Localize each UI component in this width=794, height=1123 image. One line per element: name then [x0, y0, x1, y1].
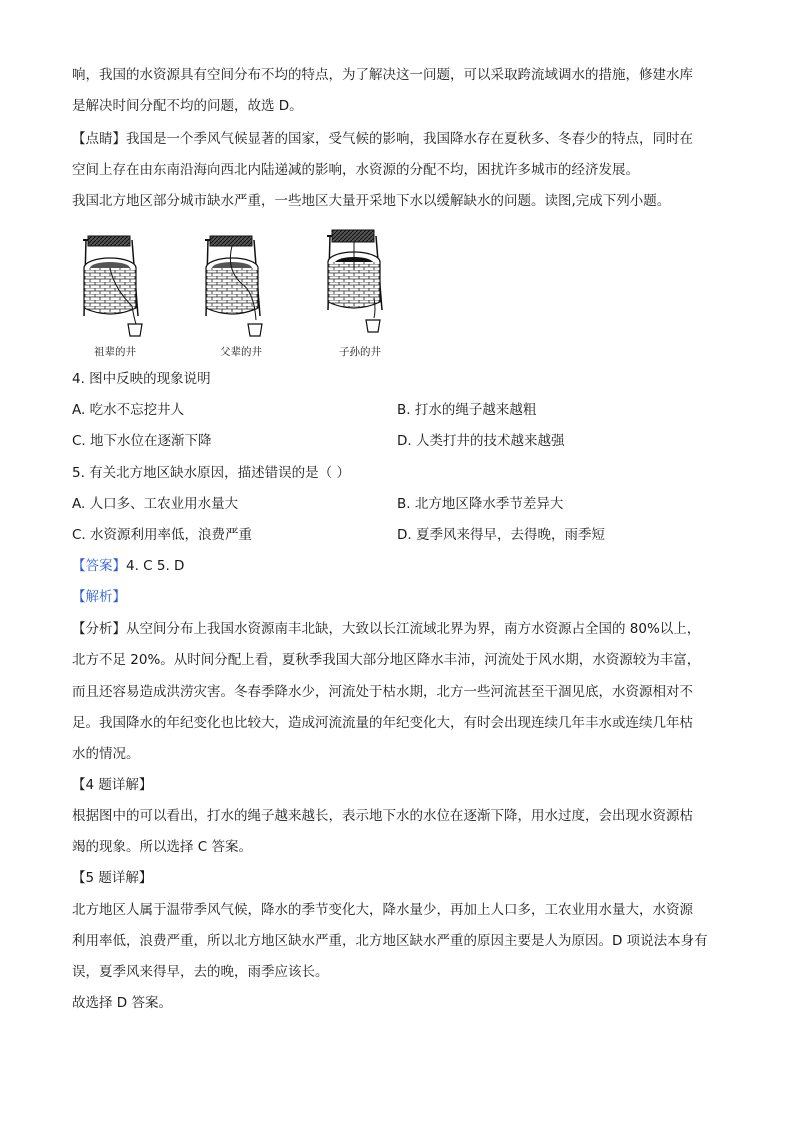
fenxi-line-2: 北方不足 20%。从时间分配上看，夏秋季我国大部分地区降水丰沛，河流处于风水期，水资源较为丰富， — [72, 652, 701, 668]
intro-line-2: 是解决时间分配不均的问题，故选 D。 — [72, 98, 303, 114]
q4-option-a: A. 吃水不忘挖井人 — [72, 402, 185, 418]
detail5-tag: 【5 题详解】 — [72, 870, 153, 886]
well-descendants — [327, 230, 382, 332]
question-stem: 我国北方地区部分城市缺水严重，一些地区大量开采地下水以缓解缺水的问题。读图,完成下列小题。 — [72, 193, 671, 209]
answer-text: 4. C 5. D — [126, 558, 185, 574]
fenxi-text: 从空间分布上我国水资源南丰北缺，大致以长江流域北界为界，南方水资源占全国的 80%以上， — [126, 621, 701, 637]
well-parents — [205, 236, 262, 336]
q4-option-b: B. 打水的绳子越来越粗 — [397, 402, 537, 418]
detail4-tag: 【4 题详解】 — [72, 777, 153, 793]
q4-stem: 4. 图中反映的现象说明 — [72, 371, 211, 387]
jiexi-tag: 【解析】 — [72, 589, 126, 605]
fenxi-line-3: 而且还容易造成洪涝灾害。冬春季降水少，河流处于枯水期，北方一些河流甚至干涸见底，水资源相对不 — [72, 684, 693, 700]
detail5-line-3: 误，夏季风来得早，去的晚，雨季应该长。 — [72, 964, 329, 980]
fenxi-tag: 【分析】 — [72, 621, 126, 637]
dianjing-line-2: 空间上存在由东南沿海向西北内陆递减的影响，水资源的分配不均，困扰许多城市的经济发展。 — [72, 162, 639, 178]
dianjing-text: 我国是一个季风气候显著的国家，受气候的影响，我国降水存在夏秋多、冬春少的特点，同时在 — [126, 131, 693, 147]
q4-option-d: D. 人类打井的技术越来越强 — [397, 433, 565, 449]
detail5-line-4: 故选择 D 答案。 — [72, 995, 172, 1011]
detail5-line-1: 北方地区人属于温带季风气候，降水的季节变化大，降水量少，再加上人口多，工农业用水量大，水资源 — [72, 902, 693, 918]
wells-figure — [80, 228, 410, 360]
answer-line — [72, 557, 184, 575]
well-ancestors — [83, 236, 142, 336]
caption-parents: 父辈的井 — [220, 346, 262, 358]
caption-ancestors: 祖辈的井 — [94, 346, 136, 358]
dianjing-line-1 — [72, 130, 693, 148]
caption-descendants: 子孙的井 — [339, 346, 381, 358]
detail4-line-2: 竭的现象。所以选择 C 答案。 — [72, 839, 253, 855]
q5-stem: 5. 有关北方地区缺水原因，描述错误的是（ ） — [72, 465, 350, 481]
intro-line-1: 响，我国的水资源具有空间分布不均的特点，为了解决这一问题，可以采取跨流域调水的措施，修建水库 — [72, 67, 693, 83]
q4-option-c: C. 地下水位在逐渐下降 — [72, 433, 212, 449]
q5-option-b: B. 北方地区降水季节差异大 — [397, 496, 564, 512]
answer-tag: 【答案】 — [72, 558, 126, 574]
detail5-line-2: 利用率低，浪费严重，所以北方地区缺水严重，北方地区缺水严重的原因主要是人为原因。D 项说法本身有 — [72, 933, 708, 949]
fenxi-line-5: 水的情况。 — [72, 746, 140, 762]
q5-option-a: A. 人口多、工农业用水量大 — [72, 496, 239, 512]
detail4-line-1: 根据图中的可以看出，打水的绳子越来越长，表示地下水的水位在逐渐下降，用水过度，会出现水资源枯 — [72, 808, 693, 824]
wells-illustration — [80, 228, 410, 360]
q5-option-d: D. 夏季风来得早，去得晚，雨季短 — [397, 527, 605, 543]
q5-option-c: C. 水资源利用率低，浪费严重 — [72, 527, 253, 543]
fenxi-line-4: 足。我国降水的年纪变化也比较大，造成河流流量的年纪变化大，有时会出现连续几年丰水或连续几年枯 — [72, 715, 693, 731]
dianjing-tag: 【点睛】 — [72, 131, 126, 147]
fenxi-line-1 — [72, 620, 700, 638]
